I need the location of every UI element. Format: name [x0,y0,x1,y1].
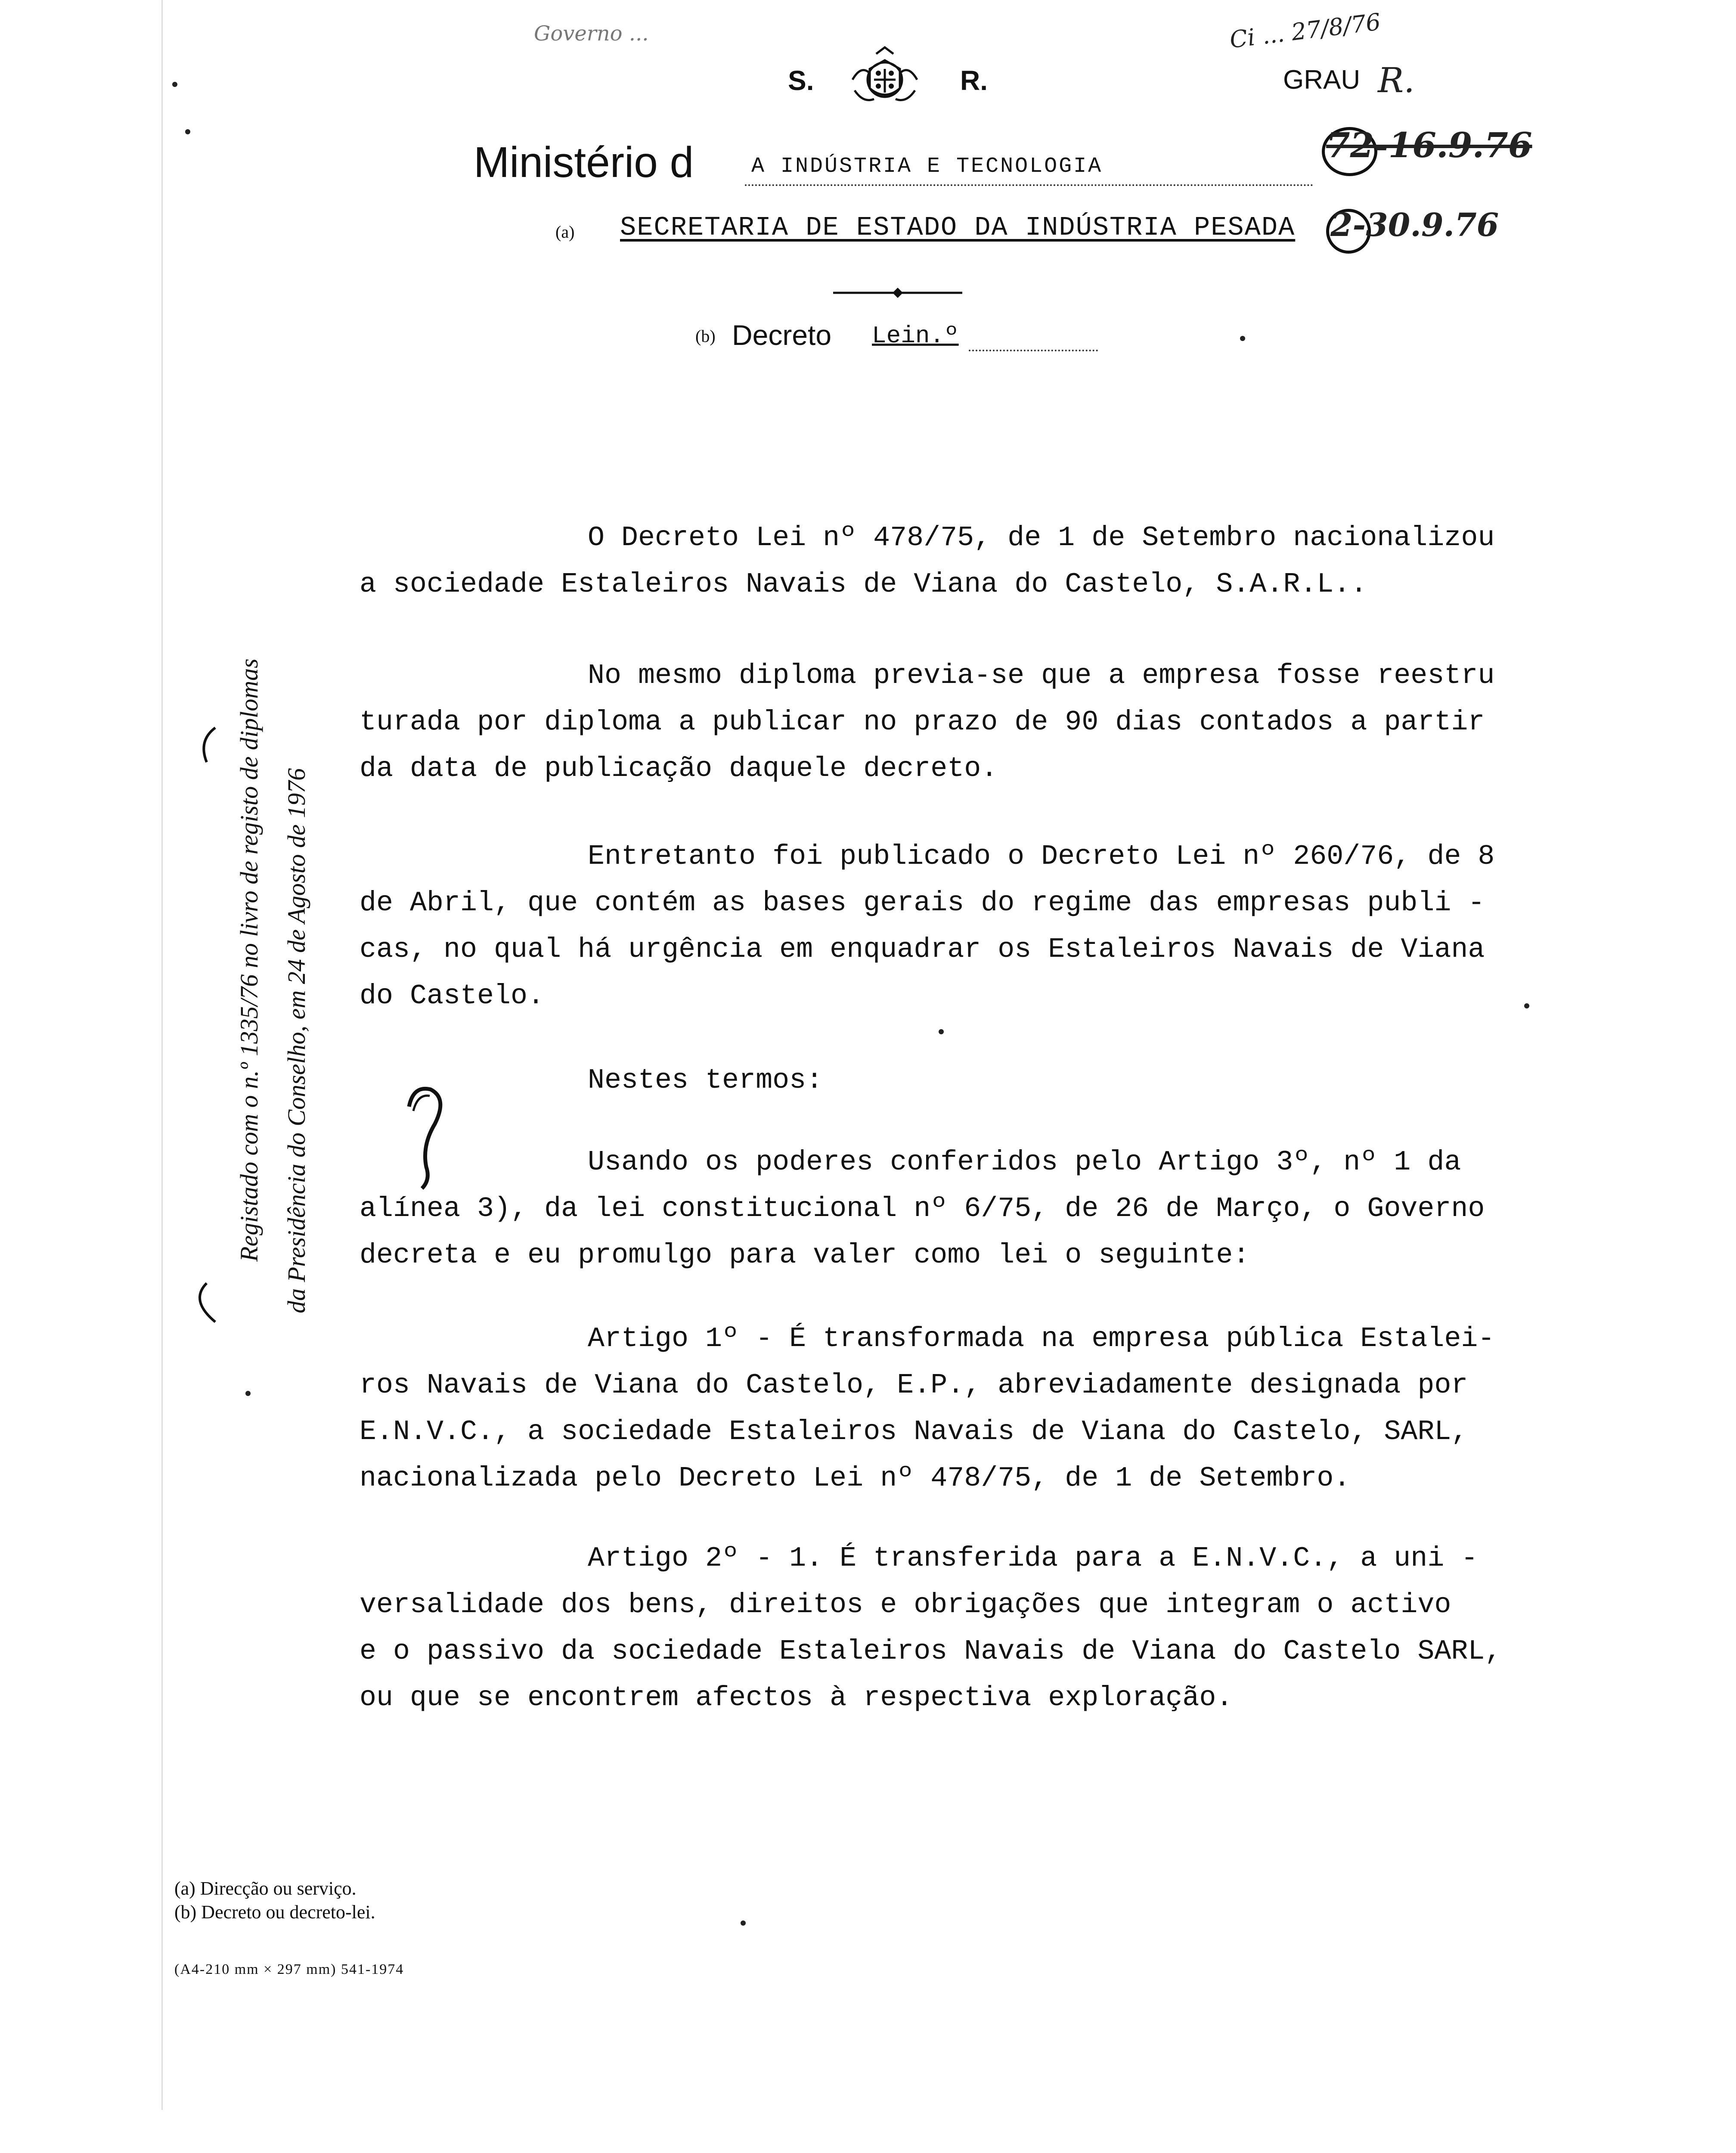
footnote-b: (b) Decreto ou decreto-lei. [174,1902,375,1923]
paragraph-line: cas, no qual há urgência em enquadrar os Estaleiros Navais de Viana [360,934,1485,965]
margin-bracket-mark [181,723,232,1326]
paragraph-line: e o passivo da sociedade Estaleiros Navais de Viana do Castelo SARL, [360,1635,1502,1667]
paragraph-line: de Abril, que contém as bases gerais do regime das empresas publi - [360,887,1485,919]
ministerio-value: A INDÚSTRIA E TECNOLOGIA [751,154,1103,179]
paragraph-7-artigo-2 [360,1535,1565,1721]
top-handwritten-scrawl: Governo ... [534,22,649,46]
paragraph-line: O Decreto Lei nº 478/75, de 1 de Setembro nacionalizou [588,522,1495,554]
header-s-letter: S. [788,65,814,96]
paragraph-line: Artigo 1º - É transformada na empresa pública Estalei- [588,1323,1495,1355]
paragraph-line: E.N.V.C., a sociedade Estaleiros Navais de Viana do Castelo, SARL, [360,1416,1468,1448]
paragraph-line: Usando os poderes conferidos pelo Artigo 3º, nº 1 da [588,1146,1461,1178]
paragraph-line: Nestes termos: [588,1064,823,1096]
paragraph-line: da data de publicação daquele decreto. [360,753,998,785]
secretaria-prefix: (a) [555,222,575,242]
footnote-a: (a) Direcção ou serviço. [174,1878,356,1899]
paragraph-3 [360,833,1565,1019]
paragraph-line: No mesmo diploma previa-se que a empresa fosse reestru [588,660,1495,692]
coat-of-arms-icon [844,43,926,116]
header-r-letter: R. [960,65,988,96]
decreto-label: Decreto [732,319,832,351]
paragraph-line: Artigo 2º - 1. É transferida para a E.N.V.C., a uni - [588,1542,1478,1574]
paragraph-line: turada por diploma a publicar no prazo de 90 dias contados a partir [360,706,1485,738]
paragraph-line: do Castelo. [360,980,545,1012]
paper-format-note: (A4-210 mm × 297 mm) 541-1974 [174,1961,404,1977]
ministerio-dotted-line [745,184,1313,186]
header-separator [833,286,962,299]
paragraph-line: decreta e eu promulgo para valer como lei o seguinte: [360,1239,1250,1271]
scan-edge-line [161,0,163,2110]
margin-registration-line-1: Registado com o n.º 1335/76 no livro de registo de diplomas [235,658,263,1262]
decreto-dotted-line [969,350,1098,351]
paragraph-1 [360,515,1565,608]
top-right-handwritten-date: Ci ... 27/8/76 [1228,8,1383,54]
paragraph-line: nacionalizada pelo Decreto Lei nº 478/75, de 1 de Setembro. [360,1462,1351,1494]
paragraph-line: ou que se encontrem afectos à respectiva exploração. [360,1682,1233,1714]
decreto-value: Lein.º [872,322,959,350]
scan-speck [939,1029,944,1034]
paragraph-line: a sociedade Estaleiros Navais de Viana do Castelo, S.A.R.L.. [360,568,1367,600]
secretaria-value: SECRETARIA DE ESTADO DA INDÚSTRIA PESADA [620,212,1296,243]
paragraph-6-artigo-1 [360,1315,1565,1502]
scan-speck [185,129,190,134]
paragraph-line: versalidade dos bens, direitos e obrigações que integram o activo [360,1589,1451,1621]
scan-speck [245,1391,251,1396]
paragraph-line: Entretanto foi publicado o Decreto Lei nº 260/76, de 8 [588,841,1495,872]
paragraph-5 [360,1139,1565,1278]
scan-speck [1524,1003,1529,1008]
paragraph-2 [360,652,1565,792]
grau-label: GRAU [1283,65,1361,95]
grau-value: R. [1378,60,1415,100]
paragraph-line: ros Navais de Viana do Castelo, E.P., abreviadamente designada por [360,1369,1468,1401]
ref-number-2: 2-30.9.76 [1330,207,1499,244]
paragraph-line: alínea 3), da lei constitucional nº 6/75, de 26 de Março, o Governo [360,1193,1485,1225]
paragraph-4 [360,1057,1565,1104]
ref-number-1: 72-16.9.76 [1326,125,1532,165]
scan-speck [172,82,177,87]
scan-speck [741,1920,746,1926]
margin-registration-line-2: da Presidência do Conselho, em 24 de Agosto de 1976 [282,768,310,1313]
decreto-prefix: (b) [695,326,716,346]
ministerio-label: Ministério d [474,138,694,186]
scan-speck [1240,336,1245,341]
